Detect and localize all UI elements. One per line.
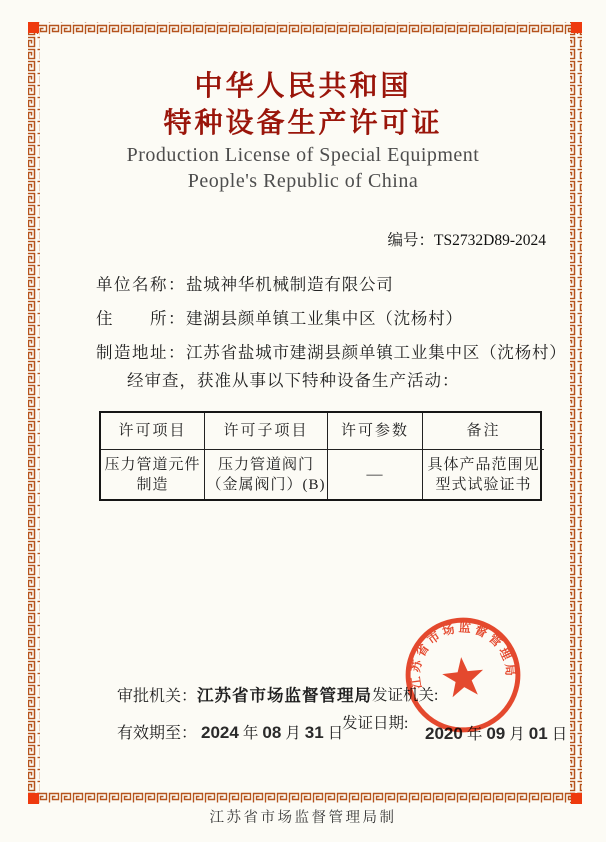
border-corner-topright: [571, 22, 582, 33]
remark-line2: 型式试验证书: [435, 476, 532, 493]
issue-authority-label: 发证机关:: [372, 687, 439, 704]
approve-authority-line: [117, 682, 372, 706]
title-en-line1: Production License of Special Equipment: [126, 144, 480, 166]
table-cell-remark: [423, 450, 544, 499]
approval-note: 经审查，获准从事以下特种设备生产活动：: [127, 371, 460, 390]
subitem-line1: 压力管道阀门: [217, 456, 314, 473]
issue-year: 2020: [425, 724, 463, 743]
border-corner-bottomright: [571, 793, 582, 804]
valid-month: 08: [262, 723, 282, 742]
year-unit: 年: [242, 725, 259, 742]
year-unit: 年: [466, 726, 483, 743]
approve-authority-value: 江苏省市场监督管理局: [197, 687, 373, 705]
issue-date-label: 发证日期:: [342, 715, 409, 732]
unit-name-value: 盐城神华机械制造有限公司: [186, 275, 394, 294]
table-cell-parameter: [328, 450, 423, 499]
residence-label: 住 所：: [96, 309, 186, 328]
mfg-address-label: 制造地址：: [96, 343, 186, 362]
title-block: [0, 68, 606, 194]
table-header-parameter: 许可参数: [328, 413, 423, 450]
approve-authority-label: 审批机关：: [117, 688, 198, 705]
title-en-line2: People's Republic of China: [187, 170, 419, 192]
table-header-item: 许可项目: [101, 413, 205, 450]
field-residence: [96, 305, 463, 329]
license-number-line: [388, 228, 546, 250]
item-line2: 制造: [136, 476, 169, 493]
seal-star: [441, 655, 486, 698]
valid-until-label: 有效期至：: [117, 725, 198, 742]
title-cn-line2: 特种设备生产许可证: [163, 108, 443, 139]
item-line1: 压力管道元件: [104, 456, 201, 473]
license-number-value: TS2732D89-2024: [434, 232, 546, 249]
parameter-dash: —: [366, 465, 384, 483]
valid-year: 2024: [201, 723, 239, 742]
table-cell-item: [101, 450, 205, 499]
issue-day: 01: [528, 724, 548, 743]
unit-name-label: 单位名称：: [96, 275, 186, 294]
mfg-address-value: 江苏省盐城市建湖县颜单镇工业集中区（沈杨村）: [186, 343, 567, 362]
border-top: [28, 22, 582, 34]
border-corner-bottomleft: [28, 793, 39, 804]
residence-value: 建湖县颜单镇工业集中区（沈杨村）: [186, 309, 463, 328]
issue-month: 09: [486, 724, 506, 743]
license-number-label: 编号：: [387, 232, 435, 249]
subitem-line2: （金属阀门）(B): [206, 476, 326, 493]
made-by-caption: 江苏省市场监督管理局制: [209, 810, 397, 826]
remark-line1: 具体产品范围见: [427, 456, 540, 473]
day-unit: 日: [551, 726, 568, 743]
official-seal: [400, 612, 526, 738]
license-table: [99, 411, 542, 501]
field-mfg-address: [96, 339, 567, 363]
table-header-subitem: 许可子项目: [205, 413, 328, 450]
border-bottom: [28, 792, 582, 804]
border-corner-topleft: [28, 22, 39, 33]
table-header-remark: 备注: [423, 413, 544, 450]
month-unit: 月: [285, 725, 301, 742]
field-unit-name: [96, 271, 394, 295]
title-cn-line1: 中华人民共和国: [194, 71, 412, 102]
table-cell-subitem: [205, 450, 328, 499]
valid-day: 31: [304, 723, 324, 742]
valid-until-line: [117, 720, 343, 743]
month-unit: 月: [509, 726, 525, 743]
day-unit: 日: [327, 725, 344, 742]
seal-text: 江苏省市场监督管理局: [408, 620, 518, 690]
